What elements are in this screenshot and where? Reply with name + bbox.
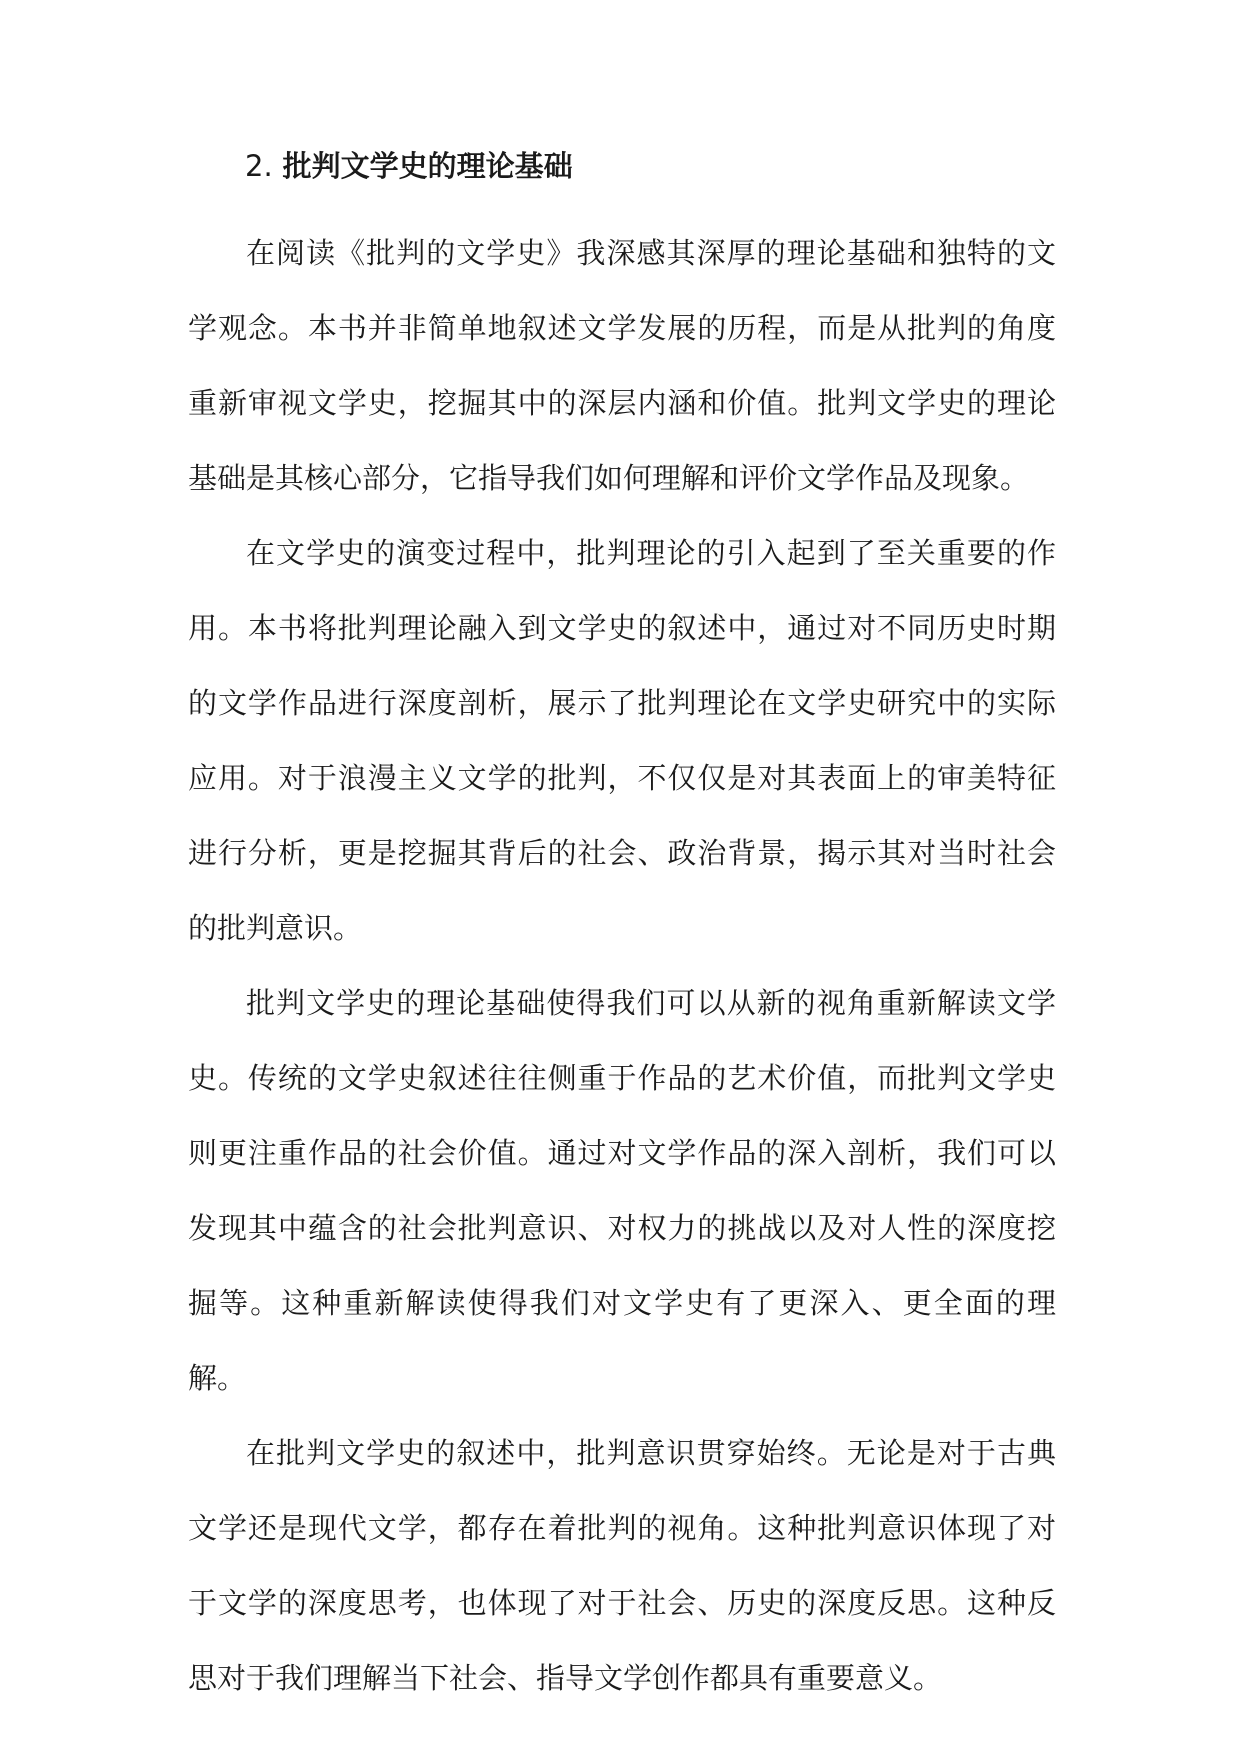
body-text bbox=[188, 216, 1056, 1716]
paragraph: 在文学史的演变过程中，批判理论的引入起到了至关重要的作用。本书将批判理论融入到文学史的叙述中，通过对不同历史时期的文学作品进行深度剖析，展示了批判理论在文学史研究中的实际应用。对于浪漫主义文学的批判，不仅仅是对其表面上的审美特征进行分析，更是挖掘其背后的社会、政治背景，揭示其对当时社会的批判意识。 bbox=[188, 536, 1056, 945]
paragraph: 批判文学史的理论基础使得我们可以从新的视角重新解读文学史。传统的文学史叙述往往侧重于作品的艺术价值，而批判文学史则更注重作品的社会价值。通过对文学作品的深入剖析，我们可以发现其中蕴含的社会批判意识、对权力的挑战以及对人性的深度挖掘等。这种重新解读使得我们对文学史有了更深入、更全面的理解。 bbox=[188, 986, 1056, 1395]
section-heading bbox=[245, 146, 573, 186]
paragraph: 在阅读《批判的文学史》我深感其深厚的理论基础和独特的文学观念。本书并非简单地叙述文学发展的历程，而是从批判的角度重新审视文学史，挖掘其中的深层内涵和价值。批判文学史的理论基础是其核心部分，它指导我们如何理解和评价文学作品及现象。 bbox=[188, 236, 1056, 495]
paragraph: 在批判文学史的叙述中，批判意识贯穿始终。无论是对于古典文学还是现代文学，都存在着批判的视角。这种批判意识体现了对于文学的深度思考，也体现了对于社会、历史的深度反思。这种反思对于我们理解当下社会、指导文学创作都具有重要意义。 bbox=[188, 1436, 1056, 1695]
section-number: 2. bbox=[245, 149, 273, 183]
section-title: 批判文学史的理论基础 bbox=[282, 149, 573, 183]
